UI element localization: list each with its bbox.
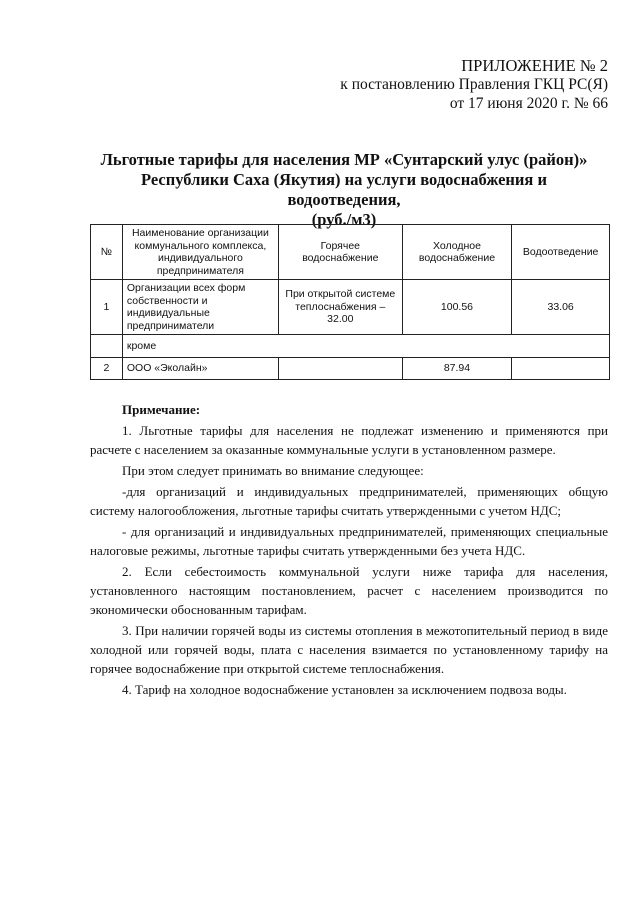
row-cold-water: 100.56 xyxy=(402,280,512,335)
table-row xyxy=(91,280,610,335)
row-cold-water: 87.94 xyxy=(402,358,512,380)
appendix-header xyxy=(340,56,608,113)
header-hot-water: Горячее водоснабжение xyxy=(278,225,402,280)
row-drainage xyxy=(512,358,610,380)
except-empty-cell xyxy=(91,335,123,358)
header-num: № xyxy=(91,225,123,280)
title-line-2: Республики Саха (Якутия) на услуги водоснабжения и водоотведения, xyxy=(141,170,547,209)
table-row xyxy=(91,358,610,380)
row-hot-water: При открытой системе теплоснабжения – 32.00 xyxy=(278,280,402,335)
appendix-date: от 17 июня 2020 г. № 66 xyxy=(449,95,608,112)
note-paragraph-3: -для организаций и индивидуальных предпринимателей, применяющих общую систему налогообложения, льготные тарифы считать утвержденными с учетом НДС; xyxy=(90,484,608,518)
notes-section xyxy=(90,400,608,701)
tariffs-table xyxy=(90,224,610,380)
row-hot-water xyxy=(278,358,402,380)
note-paragraph-2: При этом следует принимать во внимание следующее: xyxy=(122,463,424,478)
header-drainage: Водоотведение xyxy=(512,225,610,280)
except-label: кроме xyxy=(122,335,609,358)
appendix-resolution: к постановлению Правления ГКЦ РС(Я) xyxy=(340,76,608,93)
title-line-3: (руб./м3) xyxy=(311,210,377,229)
note-paragraph-4: - для организаций и индивидуальных предпринимателей, применяющих специальные налоговые режимы, льготные тарифы считать утвержденными без учета НДС. xyxy=(90,524,608,558)
note-paragraph-6: 3. При наличии горячей воды из системы отопления в межотопительный период в виде холодной или горячей воды, плата с населения взимается по установленному тарифу на горячее водоснабжение при открытой системе теплоснабжения. xyxy=(90,623,608,676)
title-line-1: Льготные тарифы для населения МР «Сунтарский улус (район)» xyxy=(100,150,588,169)
note-paragraph-1: 1. Льготные тарифы для населения не подлежат изменению и применяются при расчете с населением за оказанные коммунальные услуги в установленном размере. xyxy=(90,423,608,457)
table-header-row xyxy=(91,225,610,280)
table-except-row xyxy=(91,335,610,358)
row-org: ООО «Эколайн» xyxy=(122,358,278,380)
note-paragraph-5: 2. Если себестоимость коммунальной услуги ниже тарифа для населения, установленного настоящим постановлением, расчет с населением производится по экономически обоснованным тарифам. xyxy=(90,564,608,617)
row-org: Организации всех форм собственности и индивидуальные предприниматели xyxy=(122,280,278,335)
header-cold-water: Холодное водоснабжение xyxy=(402,225,512,280)
row-drainage: 33.06 xyxy=(512,280,610,335)
notes-title: Примечание: xyxy=(122,402,201,417)
note-paragraph-7: 4. Тариф на холодное водоснабжение установлен за исключением подвоза воды. xyxy=(122,682,567,697)
document-title xyxy=(86,150,602,230)
row-num: 2 xyxy=(91,358,123,380)
header-org: Наименование организации коммунального комплекса, индивидуального предпринимателя xyxy=(122,225,278,280)
row-num: 1 xyxy=(91,280,123,335)
appendix-number: ПРИЛОЖЕНИЕ № 2 xyxy=(461,56,608,75)
